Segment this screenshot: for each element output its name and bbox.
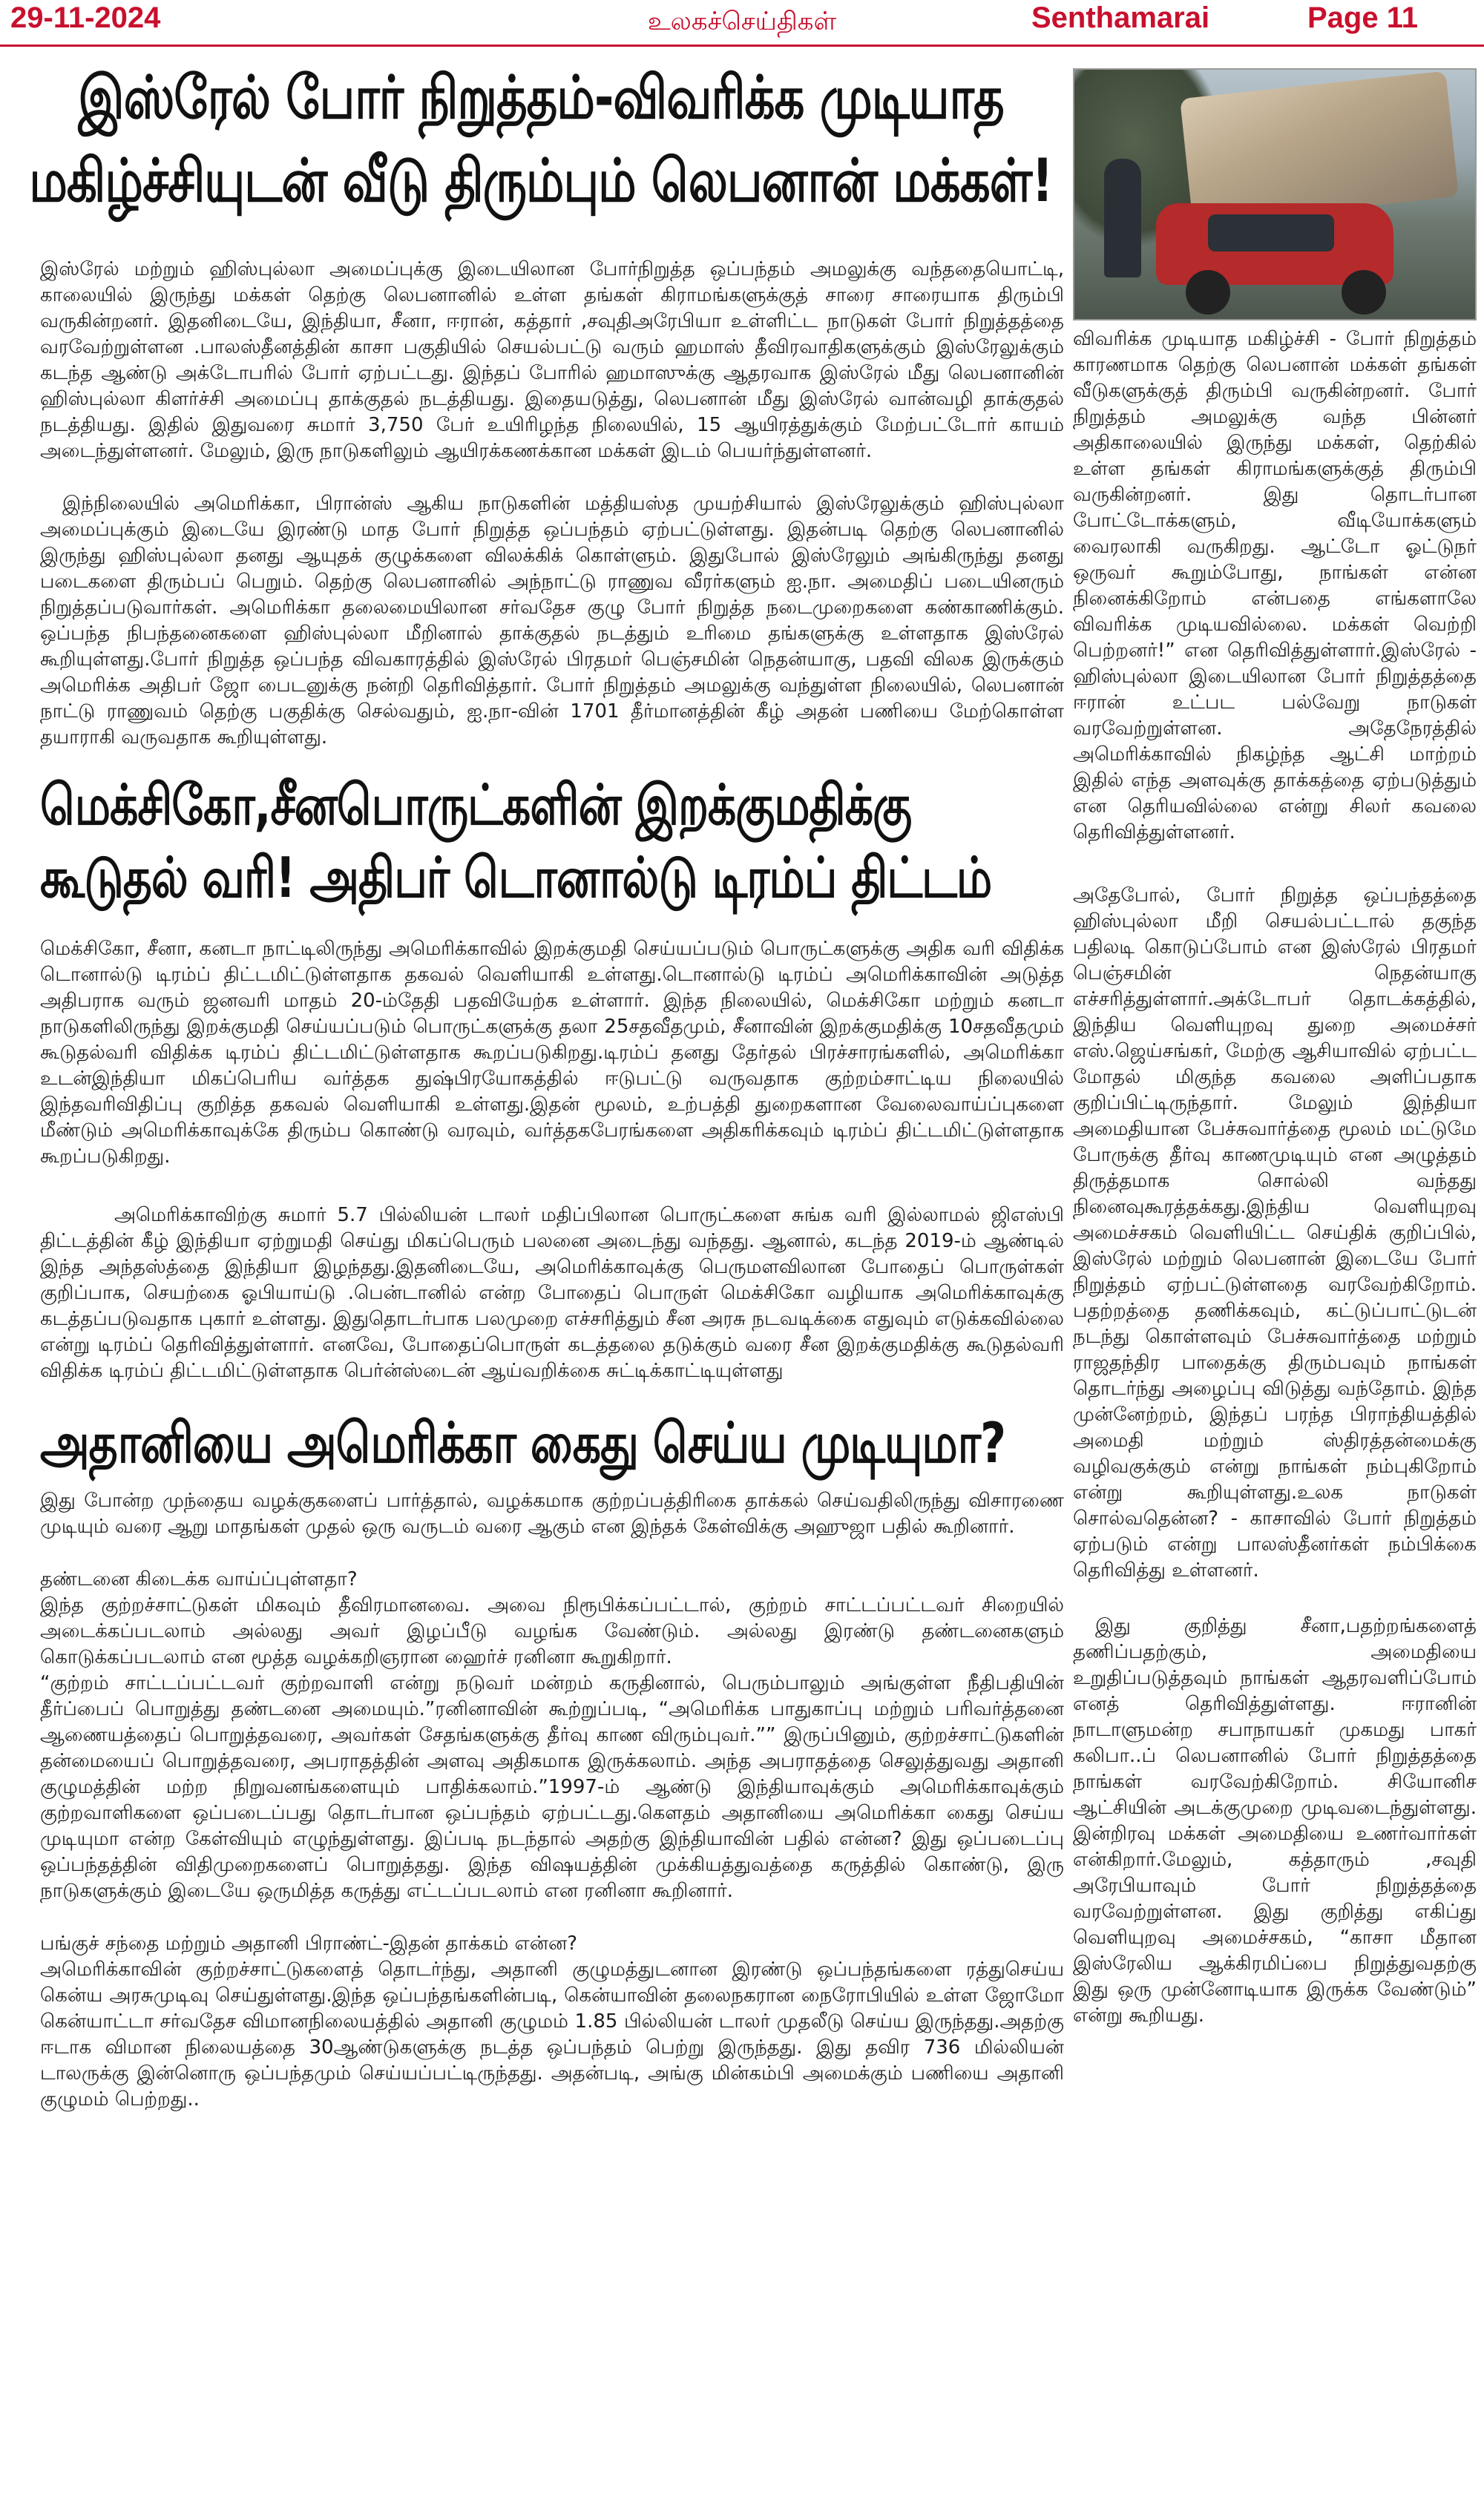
newspaper-name: Senthamarai (1031, 1, 1210, 34)
article-israel-ceasefire (18, 52, 1064, 257)
article-adani-para4: அமெரிக்காவின் குற்றச்சாட்டுகளைத் தொடர்ந்து, அதானி குழுமத்துடனான இரண்டு ஒப்பந்தங்களை ரத்துசெய்ய கென்ய அரசுமுடிவு செய்துள்ளது.இந்த ஒப்பந்தங்களின்படி, கென்யாவின் தலைநகரான நைரோபியில் உள்ள ஜோமோ கென்யாட்டா சர்வதேச விமானநிலையத்தில் அதானி குழுமம் 1.85 பில்லியன் டாலர் முதலீடு செய்ய இருந்தது.அதற்கு ஈடாக விமான நிலையத்தை 30ஆண்டுகளுக்கு நடத்த ஒப்பந்தம் பெற்று இருந்தது. இது தவிர 736 மில்லியன் டாலருக்கு இன்னொரு ஒப்பந்தமும் செய்யப்பட்டிருந்தது. அதன்படி, அங்கு மின்கம்பி அமைக்கும் பணியை அதானி குழுமம் பெற்றது.. (40, 1958, 1064, 2111)
main-column (18, 52, 1064, 2113)
article-adani-para1: இது போன்ற முந்தைய வழக்குகளைப் பார்த்தால், வழக்கமாக குற்றப்பத்திரிகை தாக்கல் செய்வதிலிருந்து விசாரணை முடியும் வரை ஆறு மாதங்கள் முதல் ஒரு வருடம் வரை ஆகும் என இந்தக் கேள்விக்கு அஹுஜா பதில் கூறினார். (40, 1490, 1064, 1538)
photo-car-window (1208, 214, 1334, 251)
photo-person (1104, 159, 1141, 277)
sidebar-column (1073, 68, 1477, 2029)
photo-wheel (1186, 270, 1230, 315)
sidebar-para2: அதேபோல், போர் நிறுத்த ஒப்பந்தத்தை ஹிஸ்புல்லா மீறி செயல்பட்டால் தகுந்த பதிலடி கொடுப்போம் என இஸ்ரேல் பிரதமர் பெஞ்சமின் நெதன்யாகு எச்சரித்துள்ளார்.அக்டோபர் தொடக்கத்தில், இந்திய வெளியுறவு துறை அமைச்சர் எஸ்.ஜெய்சங்கர், மேற்கு ஆசியாவில் ஏற்பட்ட மோதல் மிகுந்த கவலை அளிப்பதாக குறிப்பிட்டிருந்தார். மேலும் இந்தியா அமைதியான பேச்சுவார்த்தை மூலம் மட்டுமே போருக்கு தீர்வு காணமுடியும் என அழுத்தம் திருத்தமாக சொல்லி வந்தது நினைவுகூரத்தக்கது.இந்திய வெளியுறவு அமைச்சகம் வெளியிட்ட செய்திக் குறிப்பில், இஸ்ரேல் மற்றும் லெபனான் இடையே போர் நிறுத்தம் ஏற்பட்டுள்ளதை வரவேற்கிறோம். பதற்றத்தை தணிக்கவும், கட்டுப்பாட்டுடன் நடந்து கொள்ளவும் பேச்சுவார்த்தை மற்றும் ராஜதந்திர பாதைக்கு திரும்பவும் நாங்கள் தொடர்ந்து அழைப்பு விடுத்து வந்தோம். இந்த முன்னேற்றம், இந்தப் பரந்த பிராந்தியத்தில் அமைதி மற்றும் ஸ்திரத்தன்மைக்கு வழிவகுக்கும் என்று நாங்கள் நம்புகிறோம் என்று கூறியுள்ளது.உலக நாடுகள் சொல்வதென்ன? - காசாவில் போர் நிறுத்தம் ஏற்படும் என்று பாலஸ்தீனர்கள் நம்பிக்கை தெரிவித்து உள்ளனர். (1073, 884, 1477, 1582)
headline-trump-line2: கூடுதல் வரி! அதிபர் டொனால்டு டிரம்ப் திட்டம் (40, 846, 992, 911)
headline-trump-line1: மெக்சிகோ,சீனபொருட்களின் இறக்குமதிக்கு (40, 773, 912, 838)
sidebar-para3: இது குறித்து சீனா,பதற்றங்களைத் தணிப்பதற்கும், அமைதியை உறுதிப்படுத்தவும் நாங்கள் ஆதரவளிப்போம் எனத் தெரிவித்துள்ளது. ஈரானின் நாடாளுமன்ற சபாநாயகர் முகமது பாகர் கலிபா..ப் லெபனானில் போர் நிறுத்தத்தை நாங்கள் வரவேற்கிறோம். சியோனிச ஆட்சியின் அடக்குமுறை முடிவடைந்துள்ளது. இன்றிரவு மக்கள் அமைதியை உணர்வார்கள் என்கிறார்.மேலும், கத்தாரும் ,சவுதி அரேபியாவும் போர் நிறுத்தத்தை வரவேற்றுள்ளன. இது குறித்து எகிப்து வெளியுறவு அமைச்சகம், “காசா மீதான இஸ்ரேலிய ஆக்கிரமிப்பை நிறுத்துவதற்கு இது ஒரு முன்னோடியாக இருக்க வேண்டும்” என்று கூறியது. (1073, 1615, 1477, 2027)
page-header (0, 0, 1484, 47)
issue-date: 29-11-2024 (10, 1, 161, 34)
news-photo (1073, 68, 1477, 320)
article-adani-para2: இந்த குற்றச்சாட்டுகள் மிகவும் தீவிரமானவை. அவை நிரூபிக்கப்பட்டால், குற்றம் சாட்டப்பட்டவர் சிறையில் அடைக்கப்படலாம் அல்லது அவர் இழப்பீடு வழங்க வேண்டும். அல்லது இரண்டு தண்டனைகளும் கொடுக்கப்படலாம் என மூத்த வழக்கறிஞரான ஹைர்ச் ரனினா கூறுகிறார். (40, 1594, 1064, 1668)
article-adani-subheading2: பங்குச் சந்தை மற்றும் அதானி பிராண்ட்-இதன் தாக்கம் என்ன? (40, 1932, 578, 1955)
photo-wheel (1342, 270, 1386, 315)
sidebar-para1: விவரிக்க முடியாத மகிழ்ச்சி - போர் நிறுத்தம் காரணமாக தெற்கு லெபனான் மக்கள் தங்கள் வீடுகளுக்குத் திரும்பி வருகின்றனர். போர் நிறுத்தம் அமலுக்கு வந்த பின்னர் அதிகாலையில் இருந்து மக்கள், தெற்கில் உள்ள தங்கள் கிராமங்களுக்குத் திரும்பி வருகின்றனர். இது தொடர்பான போட்டோக்களும், வீடியோக்களும் வைரலாகி வருகிறது. ஆட்டோ ஓட்டுநர் ஒருவர் கூறும்போது, நாங்கள் என்ன நினைக்கிறோம் என்பதை எங்களாலே விவரிக்க முடியவில்லை. மக்கள் வெற்றி பெற்றனர்!” என தெரிவித்துள்ளார்.இஸ்ரேல் - ஹிஸ்புல்லா இடையிலான போர் நிறுத்தத்தை ஈரான் உட்பட பல்வேறு நாடுகள் வரவேற்றுள்ளன. அதேநேரத்தில் அமெரிக்காவில் நிகழ்ந்த ஆட்சி மாற்றம் இதில் எந்த அளவுக்கு தாக்கத்தை ஏற்படுத்தும் என தெரியவில்லை என்று சிலர் கவலை தெரிவித்துள்ளனர். (1073, 328, 1477, 843)
article-trump-para1: மெக்சிகோ, சீனா, கனடா நாட்டிலிருந்து அமெரிக்காவில் இறக்குமதி செய்யப்படும் பொருட்களுக்கு அதிக வரி விதிக்க டொனால்டு டிரம்ப் திட்டமிட்டுள்ளதாக தகவல் வெளியாகி உள்ளது.டொனால்டு டிரம்ப் அமெரிக்காவின் அடுத்த அதிபராக வரும் ஜனவரி மாதம் 20-ம்தேதி பதவியேற்க உள்ளார். இந்த நிலையில், மெக்சிகோ மற்றும் கனடா நாடுகளிலிருந்து இறக்குமதி செய்யப்படும் பொருட்களுக்கு தலா 25சதவீதமும், சீனாவின் இறக்குமதிக்கு 10சதவீதமும் கூடுதல்வரி விதிக்க டிரம்ப் திட்டமிட்டுள்ளதாக கூறப்படுகிறது.டிரம்ப் தனது தேர்தல் பிரச்சாரங்களில், அமெரிக்கா உடன்இந்தியா மிகப்பெரிய வர்த்தக துஷ்பிரயோகத்தில் ஈடுபட்டு வருவதாக குற்றம்சாட்டிய நிலையில் இந்தவரிவிதிப்பு குறித்த தகவல் வெளியாகி உள்ளது.இதன் மூலம், உற்பத்தி துறைகளான வேலைவாய்ப்புகளை மீண்டும் அமெரிக்காவுக்கே திரும்ப கொண்டு வரவும், வர்த்தகபேரங்களை அதிகரிக்கவும் டிரம்ப் திட்டமிட்டுள்ளதாக கூறப்படுகிறது. (40, 938, 1064, 1168)
headline-israel-line2: மகிழ்ச்சியுடன் வீடு திரும்பும் லெபனான் மக்கள்! (29, 147, 1053, 216)
article-adani (18, 1407, 1064, 1488)
photo-roof-load (1180, 71, 1459, 225)
article-trump-para2: அமெரிக்காவிற்கு சுமார் 5.7 பில்லியன் டாலர் மதிப்பிலான பொருட்களை சுங்க வரி இல்லாமல் ஜிஎஸ்பி திட்டத்தின் கீழ் இந்தியா ஏற்றுமதி செய்து மிகப்பெரும் பலனை அடைந்து வந்தது. ஆனால், கடந்த 2019-ம் ஆண்டில் இந்த அந்தஸ்த்தை இந்தியா இழந்தது.இதனிடையே, அமெரிக்காவுக்கு பெருமளவிலான போதைப் பொருள்கள் குறிப்பாக, செயற்கை ஓபியாய்டு .பென்டானில் என்ற போதைப் பொருள் மெக்சிகோ வழியாக அமெரிக்காவுக்கு கடத்தப்படுவதாக புகார் உள்ளது. இதுதொடர்பாக பலமுறை எச்சரித்தும் சீன அரசு நடவடிக்கை எதுவும் எடுக்கவில்லை என்று டிரம்ப் தெரிவித்துள்ளார். எனவே, போதைப்பொருள் கடத்தலை தடுக்கும் வரை சீன இறக்குமதிக்கு கூடுதல்வரி விதிக்க டிரம்ப் திட்டமிட்டுள்ளதாக பெர்ன்ஸ்டைன் ஆய்வறிக்கை சுட்டிக்காட்டியுள்ளது (40, 1204, 1064, 1382)
article-trump-tariff (18, 769, 1064, 936)
headline-adani: அதானியை அமெரிக்கா கைது செய்ய முடியுமா? (40, 1411, 1005, 1476)
article-israel-para1: இஸ்ரேல் மற்றும் ஹிஸ்புல்லா அமைப்புக்கு இடையிலான போர்நிறுத்த ஒப்பந்தம் அமலுக்கு வந்ததையொட்டி, காலையில் இருந்து மக்கள் தெற்கு லெபனானில் உள்ள தங்கள் கிராமங்களுக்குத் சாரை சாரையாக திரும்பி வருகின்றனர். இதனிடையே, இந்தியா, சீனா, ஈரான், கத்தார் ,சவுதிஅரேபியா உள்ளிட்ட நாடுகள் போர் நிறுத்தத்தை வரவேற்றுள்ளன .பாலஸ்தீனத்தின் காசா பகுதியில் செயல்பட்டு வரும் ஹமாஸ் தீவிரவாதிகளுக்கும் இஸ்ரேலுக்கும் கடந்த ஆண்டு அக்டோபரில் போர் ஏற்பட்டது. இந்தப் போரில் ஹமாஸுக்கு ஆதரவாக இஸ்ரேல் மீது லெபனானின் ஹிஸ்புல்லா கிளர்ச்சி அமைப்பு தாக்குதல் நடத்தியது. இதையடுத்து, லெபனான் மீது இஸ்ரேல் வான்வழி தாக்குதல் நடத்தியது. இதில் இதுவரை சுமார் 3,750 பேர் உயிரிழந்த நிலையில், 15 ஆயிரத்துக்கும் மேற்பட்டோர் காயம் அடைந்துள்ளனர். மேலும், இரு நாடுகளிலும் ஆயிரக்கணக்கான மக்கள் இடம் பெயர்ந்துள்ளனர். (40, 258, 1064, 462)
page-number: Page 11 (1307, 1, 1419, 34)
article-adani-para3: “குற்றம் சாட்டப்பட்டவர் குற்றவாளி என்று நடுவர் மன்றம் கருதினால், பெரும்பாலும் அங்குள்ள நீதிபதியின் தீர்ப்பைப் பொறுத்து தண்டனை அமையும்.”ரனினாவின் கூற்றுப்படி, “அமெரிக்க பாதுகாப்பு மற்றும் பரிவர்த்தனை ஆணையத்தைப் பொறுத்தவரை, அவர்கள் சேதங்களுக்கு தீர்வு காண விரும்புவர்.”” இருப்பினும், குற்றச்சாட்டுகளின் தன்மையைப் பொறுத்தவரை, அபராதத்தின் அளவு அதிகமாக இருக்கலாம். அந்த அபராதத்தை செலுத்துவது அதானி குழுமத்தின் மற்ற நிறுவனங்களையும் பாதிக்கலாம்.”1997-ம் ஆண்டு இந்தியாவுக்கும் அமெரிக்காவுக்கும் குற்றவாளிகளை ஒப்படைப்பது தொடர்பான ஒப்பந்தம் ஏற்பட்டது.கௌதம் அதானியை அமெரிக்கா கைது செய்ய முடியுமா என்ற கேள்வியும் எழுந்துள்ளது. இப்படி நடந்தால் அதற்கு இந்தியாவின் பதில் என்ன? இது ஒப்படைப்பு ஒப்பந்தத்தின் விதிமுறைகளைப் பொறுத்தது. இந்த விஷயத்தின் முக்கியத்துவத்தை கருத்தில் கொண்டு, இரு நாடுகளுக்கும் இடையே ஒருமித்த கருத்து எட்டப்படலாம் என ரனினா கூறினார். (40, 1672, 1064, 1902)
headline-israel-line1: இஸ்ரேல் போர் நிறுத்தம்-விவரிக்க முடியாத (78, 64, 1004, 133)
article-israel-para2: இந்நிலையில் அமெரிக்கா, பிரான்ஸ் ஆகிய நாடுகளின் மத்தியஸ்த முயற்சியால் இஸ்ரேலுக்கும் ஹிஸ்புல்லா அமைப்புக்கும் இடையே இரண்டு மாத போர் நிறுத்த ஒப்பந்தம் ஏற்பட்டுள்ளது. இதன்படி தெற்கு லெபனானில் இருந்து ஹிஸ்புல்லா தனது ஆயுதக் குழுக்களை விலக்கிக் கொள்ளும். இதுபோல் இஸ்ரேலும் அங்கிருந்து தனது படைகளை திரும்பப் பெறும். தெற்கு லெபனானில் அந்நாட்டு ராணுவ வீரர்களும் ஐ.நா. அமைதிப் படையினரும் நிறுத்தப்படுவார்கள். அமெரிக்கா தலைமையிலான சர்வதேச குழு போர் நிறுத்த நடைமுறைகளை கண்காணிக்கும். ஒப்பந்த நிபந்தனைகளை ஹிஸ்புல்லா மீறினால் தாக்குதல் நடத்தும் உரிமை தங்களுக்கு உள்ளதாக இஸ்ரேல் கூறியுள்ளது.போர் நிறுத்த ஒப்பந்த விவகாரத்தில் இஸ்ரேல் பிரதமர் பெஞ்சமின் நெதன்யாகு, பதவி விலக இருக்கும் அமெரிக்க அதிபர் ஜோ பைடனுக்கு நன்றி தெரிவித்தார். போர் நிறுத்தம் அமலுக்கு வந்துள்ள நிலையில், லெபனான் நாட்டு ராணுவம் தெற்கு பகுதிக்கு செல்வதும், ஐ.நா-வின் 1701 தீர்மானத்தின் கீழ் அதன் பணியை மேற்கொள்ள தயாராகி வருவதாக கூறியுள்ளது. (40, 493, 1064, 749)
section-title: உலகச்செய்திகள் (647, 7, 837, 36)
article-adani-subheading1: தண்டனை கிடைக்க வாய்ப்புள்ளதா? (40, 1568, 358, 1590)
